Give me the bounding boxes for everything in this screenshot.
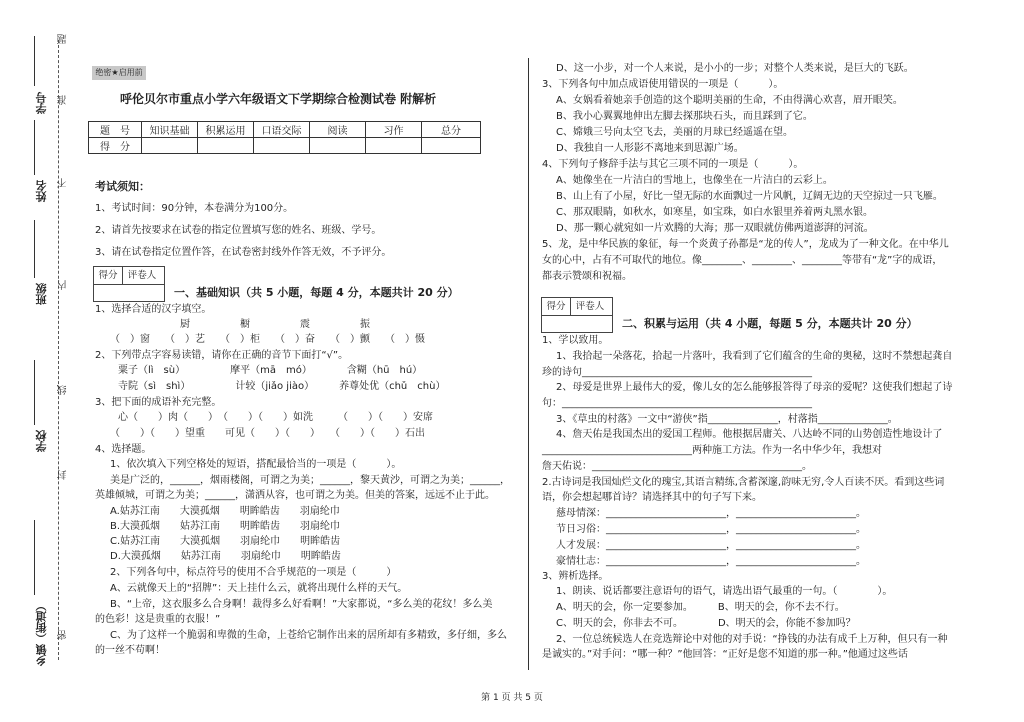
id-blank[interactable]	[34, 36, 35, 86]
class-blank[interactable]	[34, 220, 35, 278]
question-line: 厨 橱 震 振	[180, 319, 370, 330]
question-line: 2、下列带点字容易读错，请你在正确的音节下面打“√”。	[95, 350, 349, 361]
section1-title: 一、基础知识（共 5 小题，每题 4 分，本题共计 20 分）	[174, 286, 459, 299]
margin-answer-label: 准	[58, 95, 69, 105]
fill-blank-line[interactable]: ______________________________两种施工方法。作为一名中华少年，我想对	[542, 445, 882, 456]
margin-id-label: 学号	[35, 92, 48, 114]
question-line: 粟子（lì sù） 摩平（mā mó） 含糊（hū hú）	[118, 365, 423, 376]
question-line: （ ）（ ）望重 可见（ ）（ ） （ ）（ ）石出	[110, 428, 425, 439]
fill-blank-line[interactable]: 句：__________________________________________________	[542, 398, 812, 409]
question-line: 4、下列句子修辞手法与其它三项不同的一项是（ ）。	[542, 159, 804, 170]
margin-seal-label: 封	[58, 470, 69, 480]
option-line: B、我小心翼翼地伸出左脚去探那块石头，而且踩到了它。	[556, 111, 813, 122]
margin-line-label: 线	[58, 385, 69, 395]
question-line: 是诚实的。”对手问：“哪一种？”他回答：“正好是您不知道的那一种。”他通过这些话	[542, 649, 908, 660]
table-cell: 阅读	[310, 122, 366, 138]
option-line: 的色彩！这是贵重的衣服！”	[95, 614, 221, 625]
question-line: 寺院（sì shì） 计较（jiǎo jiào） 养尊处优（chǔ chù）	[118, 381, 446, 392]
score-input-cell[interactable]	[310, 138, 366, 154]
option-line: C、那双眼睛，如秋水，如寒星，如宝珠，如白水银里养着两丸黑水银。	[556, 207, 873, 218]
margin-school-label: 学校	[35, 430, 48, 452]
question-line: 3、辨析选择。	[542, 571, 609, 582]
table-cell: 知识基础	[142, 122, 198, 138]
question-line: 心（ ）肉（ ） （ ）（ ）如洗 （ ）（ ）安席	[118, 412, 433, 423]
score-table	[88, 121, 481, 154]
option-line: D、这一小步，对一个人来说，是小小的一步；对整个人类来说，是巨大的飞跃。	[556, 63, 914, 74]
option-line: B、山上有了小屋，好比一望无际的水面飘过一片风帆，辽阔无边的天空掠过一只飞雁。	[556, 191, 943, 202]
score-input-cell[interactable]	[422, 138, 481, 154]
table-cell: 积累运用	[198, 122, 254, 138]
grader-reviewer-label: 评卷人	[127, 270, 157, 281]
question-line: 语，你会想起哪首诗？请选择其中的句子写下来。	[542, 492, 762, 503]
score-input-cell[interactable]	[366, 138, 422, 154]
option-line: B、“上帝，这衣服多么合身啊！裁得多么好看啊！”大家都说，“多么美的花纹！多么美	[110, 599, 493, 610]
option-line: D.大漠孤烟 姑苏江南 羽扇纶巾 明眸皓齿	[110, 551, 341, 562]
grader-input-box[interactable]	[93, 284, 165, 302]
question-line: 2.古诗词是我国灿烂文化的瑰宝,其语言精练,含蓄深邃,韵味无穷,令人百读不厌。看到这些词	[542, 477, 945, 488]
option-line: C.姑苏江南 大漠孤烟 羽扇纶巾 明眸皓齿	[110, 536, 341, 547]
margin-no-label: 不	[58, 178, 69, 188]
margin-inner-label: 内	[58, 280, 69, 290]
grader-reviewer-label: 评卷人	[575, 301, 605, 312]
question-line: 美是广泛的，______，烟雨楼阁，可谓之为美；______，黎天黄沙，可谓之为美；______，	[110, 475, 510, 486]
notice-heading: 考试须知：	[95, 180, 150, 193]
notice-item: 2、请首先按要求在试卷的指定位置填写您的姓名、班级、学号。	[95, 225, 382, 236]
table-cell: 总分	[422, 122, 481, 138]
table-cell: 得 分	[89, 138, 142, 154]
school-blank[interactable]	[34, 360, 35, 425]
score-input-cell[interactable]	[198, 138, 254, 154]
option-line: A、明天的会，你一定要参加。 B、明天的会，你不去不行。	[556, 602, 845, 613]
question-line: 1、我拾起一朵落花，拾起一片落叶，我看到了它们蕴含的生命的奥秘，这时不禁想起龚自	[556, 351, 953, 362]
page-footer: 第 1 页 共 5 页	[481, 693, 543, 703]
margin-class-label: 班级	[35, 283, 48, 305]
option-line: D、那一颗心就宛如一片欢腾的大海；那一双眼就仿佛两道澎湃的河流。	[556, 223, 874, 234]
notice-item: 3、请在试卷指定位置作答，在试卷密封线外作答无效，不予评分。	[95, 247, 392, 258]
fill-blank-line[interactable]: 人才发展：________________________，________________________。	[556, 540, 866, 551]
town-blank[interactable]	[34, 520, 35, 595]
question-line: 2、一位总统候选人在竞选辩论中对他的对手说：“挣钱的办法有成千上万种，但只有一种	[556, 634, 948, 645]
question-line: （ ）窗 （ ）艺 （ ）柜 （ ）奋 （ ）颤 （ ）慑	[110, 334, 425, 345]
table-cell: 口语交际	[254, 122, 310, 138]
table-cell: 习作	[366, 122, 422, 138]
question-line: 1、学以致用。	[542, 335, 609, 346]
question-line: 都表示赞颂和祝福。	[542, 271, 632, 282]
question-line: 3、下列各句中加点成语使用错误的一项是（ ）。	[542, 79, 784, 90]
question-line: 1、选择合适的汉字填空。	[95, 304, 212, 315]
option-line: C、为了这样一个脆弱和卑微的生命，上苍给它制作出来的居所却有多精致，多仔细，多么	[110, 630, 507, 641]
name-blank[interactable]	[34, 120, 35, 175]
grader-box	[541, 297, 613, 316]
question-line: 4、詹天佑是我国杰出的爱国工程师。他根据居庸关、八达岭不同的山势创造性地设计了	[556, 429, 943, 440]
option-line: A、她像坐在一片洁白的雪地上，也像坐在一片洁白的云彩上。	[556, 175, 833, 186]
column-divider	[528, 58, 529, 670]
fill-blank-line[interactable]: 詹天佑说：__________________________________________。	[542, 461, 812, 472]
exam-title: 呼伦贝尔市重点小学六年级语文下学期综合检测试卷 附解析	[120, 92, 437, 106]
margin-name-label: 姓名	[35, 180, 48, 202]
option-line: A、云就像天上的“招牌”：天上挂什么云，就将出现什么样的天气。	[110, 583, 408, 594]
secret-badge: 绝密★启用前	[92, 66, 146, 80]
question-line: 4、选择题。	[95, 444, 152, 455]
binding-dashed-line	[58, 40, 59, 660]
grader-box	[93, 266, 165, 285]
option-line: D、我独自一人形影不离地来到思源广场。	[556, 143, 744, 154]
grader-score-label: 得分	[94, 267, 123, 284]
margin-town-label: 乡镇（街道）	[35, 600, 48, 666]
section2-title: 二、积累与运用（共 4 小题，每题 5 分，本题共计 20 分）	[622, 317, 918, 330]
margin-dense-label: 密	[58, 630, 69, 640]
table-cell: 题 号	[89, 122, 142, 138]
fill-blank-line[interactable]: 慈母情深：________________________，________________________。	[556, 508, 866, 519]
option-line: A、女娲看着她亲手创造的这个聪明美丽的生命，不由得满心欢喜，眉开眼笑。	[556, 95, 903, 106]
fill-blank-line[interactable]: 珍的诗句______________________________________________	[542, 367, 812, 378]
question-line: 2、下列各句中，标点符号的使用不合乎规范的一项是（ ）	[110, 567, 397, 578]
option-line: 的一丝不苟啊！	[95, 645, 165, 656]
notice-item: 1、考试时间：90分钟，本卷满分为100分。	[95, 203, 294, 214]
question-line: 5、龙，是中华民族的象征，每一个炎黄子孙都是“龙的传人”，龙成为了一种文化。在中华儿	[542, 239, 949, 250]
margin-topic-label: 题	[58, 34, 69, 44]
option-line: C、嫦娥三号向太空飞去，美丽的月球已经遥遥在望。	[556, 127, 793, 138]
fill-blank-line[interactable]: 3、《草虫的村落》一文中“游侠”指______________，村落指______________。	[556, 414, 898, 425]
question-line: 女的心中，占有不可取代的地位。像________、________、________等带有“龙”字的成语，	[542, 255, 943, 266]
option-line: C、明天的会，你非去不可。 D、明天的会，你能不参加吗？	[556, 618, 856, 629]
score-input-cell[interactable]	[142, 138, 198, 154]
grader-input-box[interactable]	[541, 315, 613, 333]
question-line: 英雄倾城，可谓之为美；______，潇洒从容，也可谓之为美。但美的答案，远远不止于此。	[95, 490, 495, 501]
option-line: A.姑苏江南 大漠孤烟 明眸皓齿 羽扇纶巾	[110, 506, 340, 517]
fill-blank-line[interactable]: 豪情壮志：________________________，________________________。	[556, 556, 866, 567]
question-line: 1、依次填入下列空格处的短语，搭配最恰当的一项是（ ）。	[110, 459, 402, 470]
question-line: 1、朗读、说话都要注意语句的语气，请选出语气最重的一句。（ ）。	[556, 586, 893, 597]
score-table-score-row	[89, 138, 481, 154]
question-line: 2、母爱是世界上最伟大的爱，像儿女的怎么能够报答得了母亲的爱呢？这使我们想起了诗	[556, 382, 953, 393]
score-table-header-row	[89, 122, 481, 138]
option-line: B.大漠孤烟 姑苏江南 明眸皓齿 羽扇纶巾	[110, 521, 341, 532]
question-line: 3、把下面的成语补充完整。	[95, 397, 222, 408]
grader-score-label: 得分	[542, 298, 571, 315]
fill-blank-line[interactable]: 节日习俗：________________________，________________________。	[556, 524, 866, 535]
score-input-cell[interactable]	[254, 138, 310, 154]
